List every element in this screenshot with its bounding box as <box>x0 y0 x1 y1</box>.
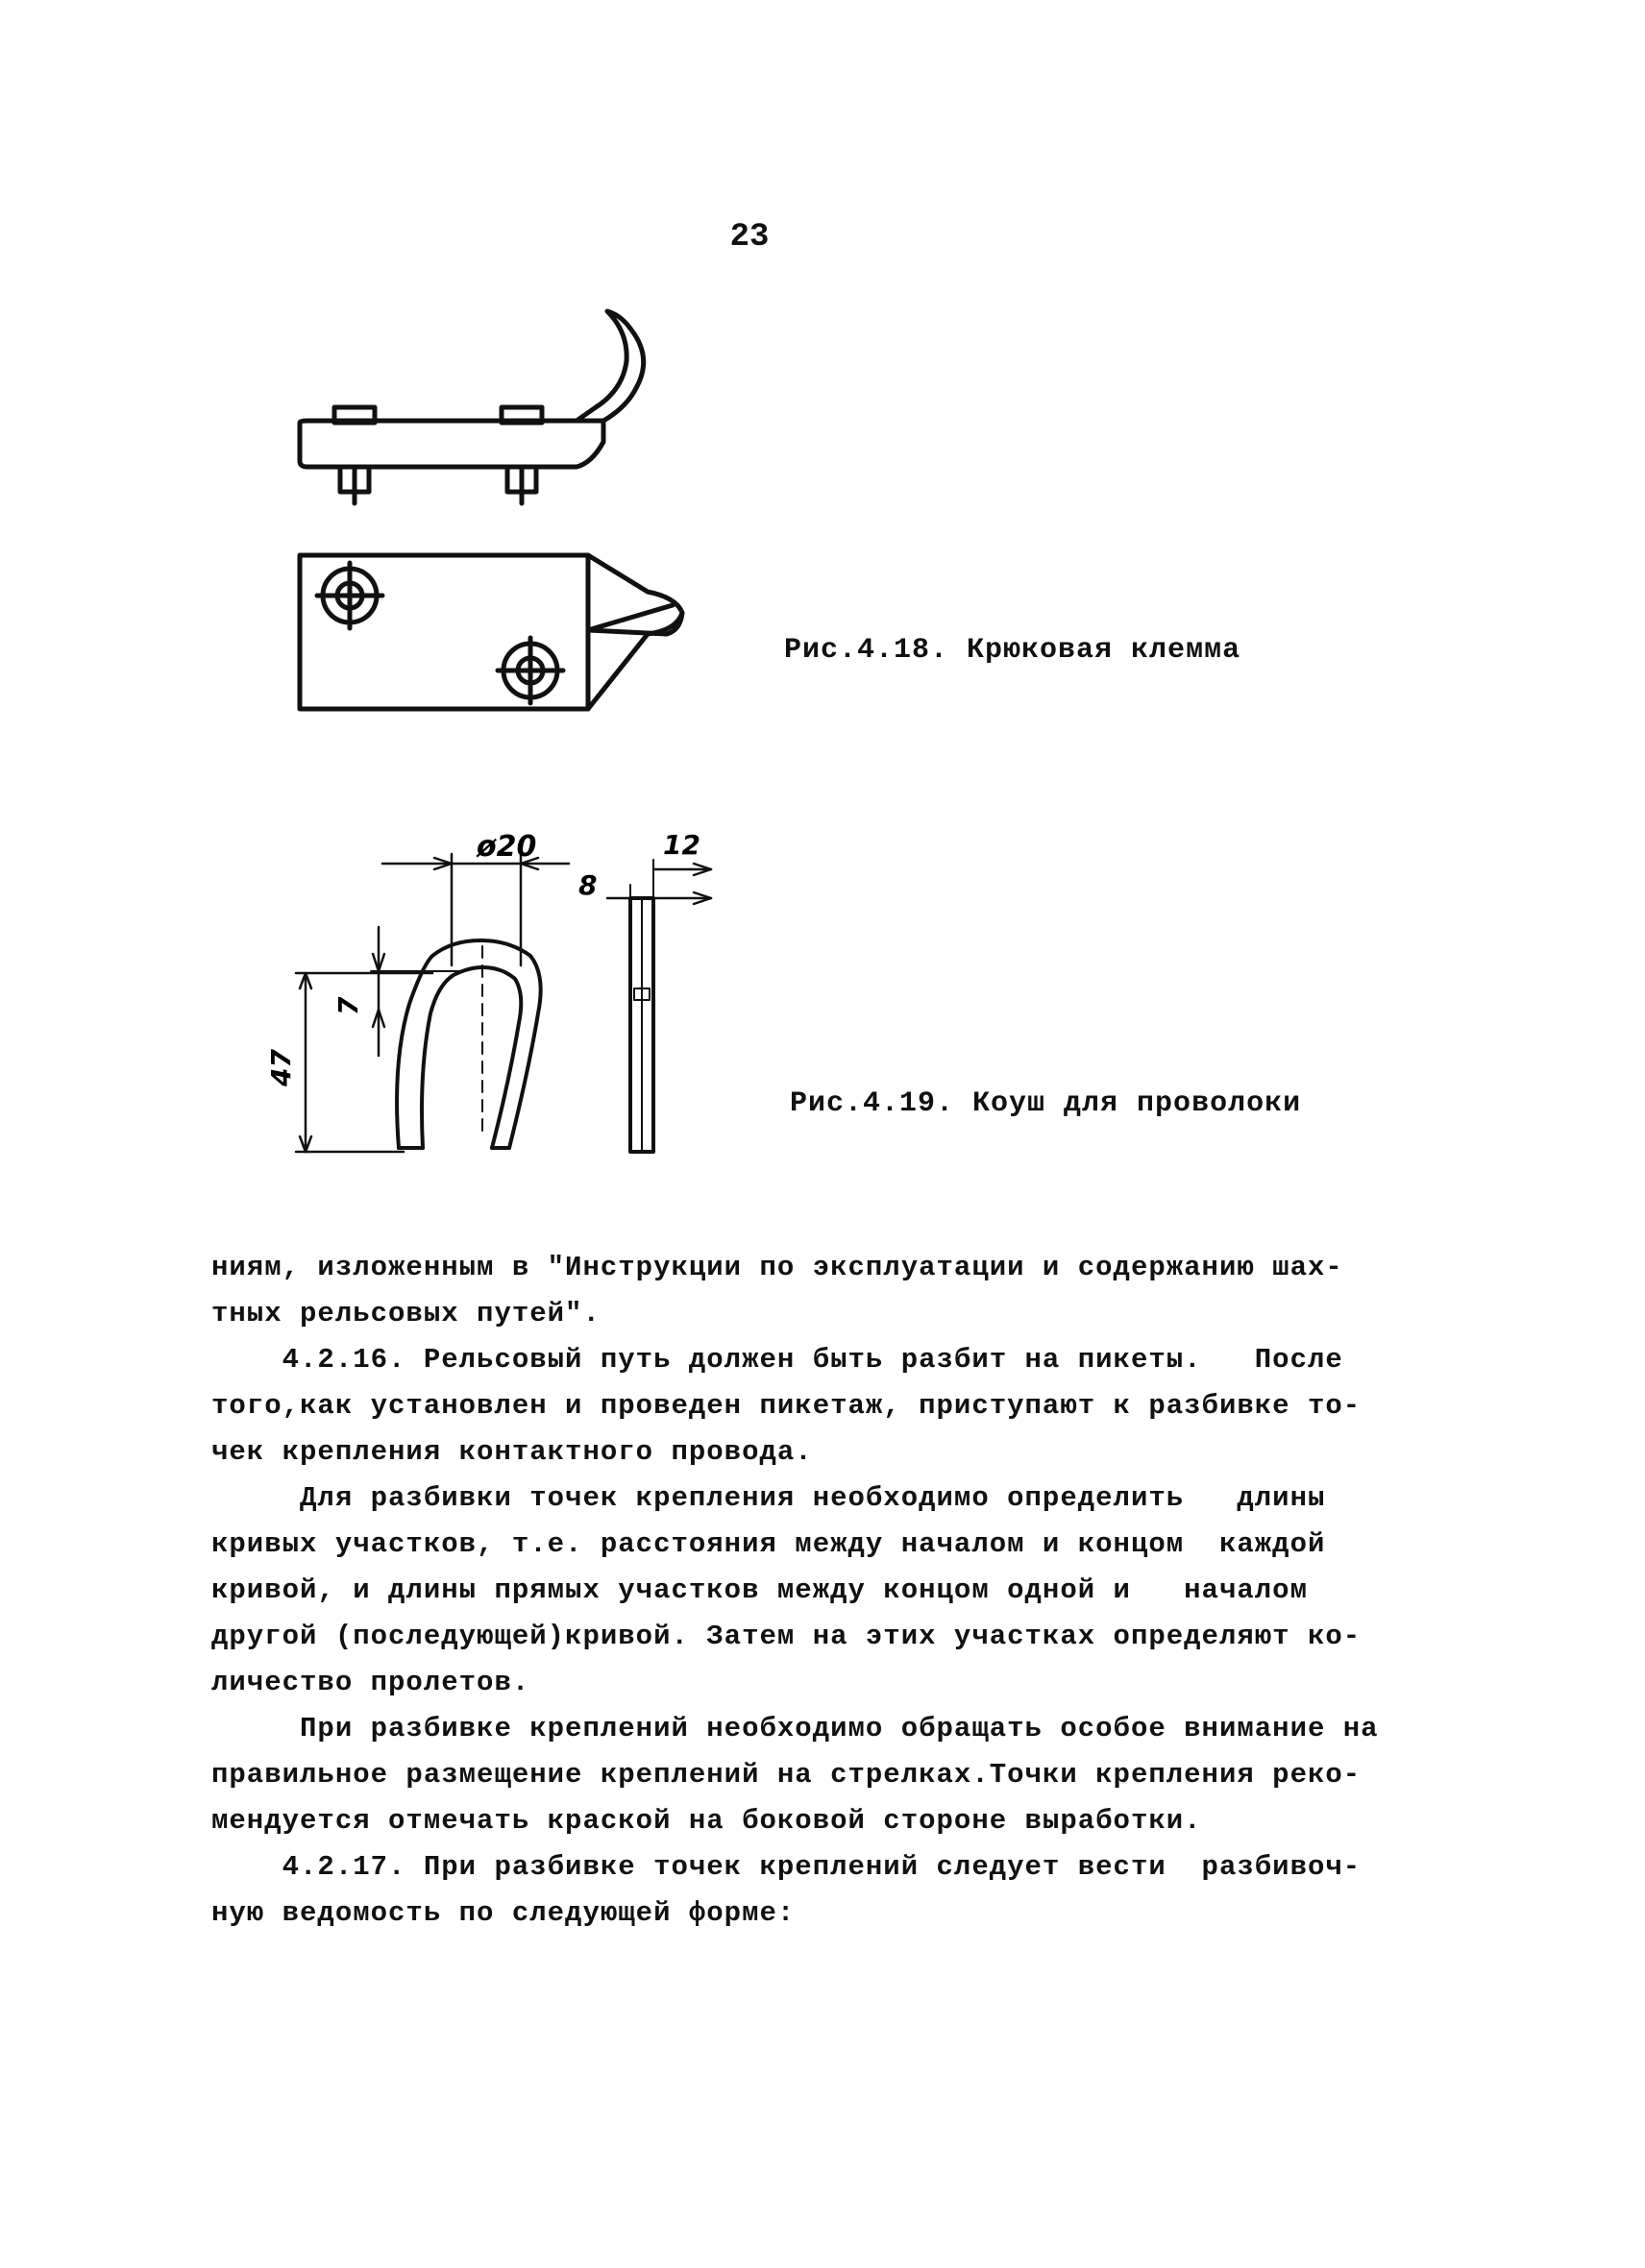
body-line: Для разбивки точек крепления необходимо определить длины <box>211 1482 1326 1514</box>
body-line: ную ведомость по следующей форме: <box>211 1897 796 1929</box>
body-line: ниям, изложенным в "Инструкции по эксплуатации и содержанию шах- <box>211 1252 1343 1283</box>
body-line: мендуется отмечать краской на боковой стороне выработки. <box>211 1805 1202 1837</box>
dim-height: 47 <box>265 1049 297 1086</box>
body-line: тных рельсовых путей". <box>211 1298 601 1329</box>
body-line: правильное размещение креплений на стрелках.Точки крепления реко- <box>211 1759 1362 1791</box>
hook-clamp-drawing <box>279 307 730 730</box>
dim-diameter: ø20 <box>477 830 537 864</box>
page-number: 23 <box>729 219 770 256</box>
figure-4-19-caption: Рис.4.19. Коуш для проволоки <box>790 1087 1302 1120</box>
figure-4-18-caption: Рис.4.18. Крюковая клемма <box>784 634 1241 667</box>
dim-width: 12 <box>663 829 700 861</box>
dim-inner: 7 <box>332 996 364 1015</box>
body-line: 4.2.16. Рельсовый путь должен быть разбит на пикеты. После <box>211 1344 1343 1376</box>
dim-thickness: 8 <box>578 869 598 901</box>
body-line: личество пролетов. <box>211 1667 530 1698</box>
thimble-drawing <box>265 821 740 1177</box>
body-line: При разбивке креплений необходимо обращать особое внимание на <box>211 1713 1379 1744</box>
body-line: другой (последующей)кривой. Затем на этих участках определяют ко- <box>211 1621 1362 1652</box>
body-line: кривых участков, т.е. расстояния между началом и концом каждой <box>211 1528 1326 1560</box>
body-line: 4.2.17. При разбивке точек креплений следует вести разбивоч- <box>211 1851 1362 1883</box>
body-line: чек крепления контактного провода. <box>211 1436 813 1468</box>
body-line: того,как установлен и проведен пикетаж, приступают к разбивке то- <box>211 1390 1362 1422</box>
body-line: кривой, и длины прямых участков между концом одной и началом <box>211 1574 1308 1606</box>
